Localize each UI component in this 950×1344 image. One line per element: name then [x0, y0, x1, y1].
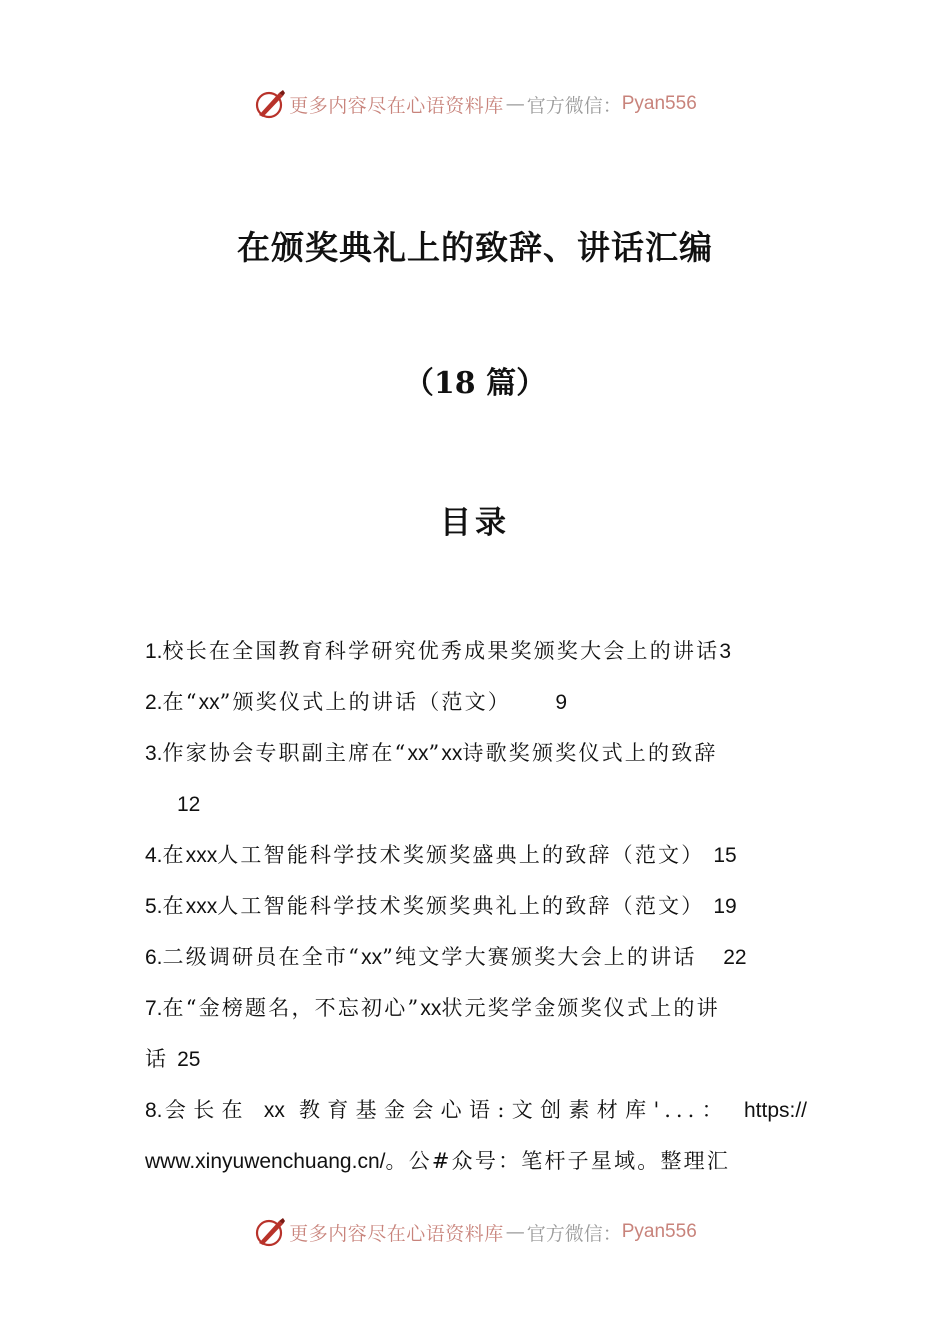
- table-of-contents: [145, 626, 807, 1187]
- toc-item-number: 7.: [145, 997, 163, 1020]
- toc-item-title: 作家协会专职副主席在“: [162, 741, 408, 765]
- toc-item-title: xxx: [185, 844, 218, 867]
- toc-item-title: 教育基金会心语:文创素材库'...：: [298, 1098, 730, 1122]
- toc-item-title: xx: [361, 946, 383, 969]
- toc-item-page: 3: [719, 640, 732, 663]
- toc-item-title: xx: [420, 997, 442, 1020]
- toc-item-title: ”: [428, 741, 442, 765]
- toc-item-number: 6.: [145, 946, 163, 969]
- banner-official-label: 官方微信：: [526, 94, 622, 117]
- toc-item-page: 9: [555, 691, 568, 714]
- toc-item-title: 二级调研员在全市“: [162, 945, 362, 969]
- toc-item-2[interactable]: [145, 677, 807, 728]
- toc-item-8[interactable]: [145, 1085, 807, 1136]
- toc-item-title: 在: [162, 843, 186, 867]
- banner-official-label: 官方微信：: [526, 1222, 622, 1245]
- toc-item-6[interactable]: [145, 932, 807, 983]
- banner-separator: —: [505, 93, 525, 115]
- toc-item-number: 5.: [145, 895, 163, 918]
- toc-item-url[interactable]: www.xinyuwenchuang.cn/: [145, 1150, 386, 1173]
- toc-item-title: 诗歌奖颁奖仪式上的致辞: [462, 741, 718, 765]
- header-watermark-banner: [0, 84, 950, 124]
- toc-item-title: 人工智能科学技术奖颁奖典礼上的致辞（范文）: [217, 894, 705, 918]
- toc-item-title: 人工智能科学技术奖颁奖盛典上的致辞（范文）: [217, 843, 705, 867]
- toc-item-page: 19: [713, 895, 737, 918]
- toc-item-number: 4.: [145, 844, 163, 867]
- toc-item-title: xx: [441, 742, 463, 765]
- toc-item-1[interactable]: [145, 626, 807, 677]
- toc-heading: 目录: [440, 505, 510, 541]
- toc-item-url[interactable]: https://: [743, 1099, 808, 1122]
- toc-item-8-continuation: [145, 1136, 807, 1187]
- toc-item-7-continuation: [145, 1034, 807, 1085]
- toc-item-7[interactable]: [145, 983, 807, 1034]
- toc-item-number: 3.: [145, 742, 163, 765]
- toc-item-title: 。公#众号：笔杆子星域。整理汇: [385, 1149, 731, 1173]
- toc-item-number: 8.: [145, 1099, 163, 1122]
- footer-watermark-banner: [0, 1212, 950, 1252]
- toc-item-title: xx: [198, 691, 220, 714]
- toc-item-page: 22: [723, 946, 747, 969]
- toc-item-title: 会长在: [162, 1098, 250, 1122]
- toc-item-4[interactable]: [145, 830, 807, 881]
- toc-item-number: 2.: [145, 691, 163, 714]
- toc-item-page: 12: [177, 793, 201, 816]
- pen-logo-icon: [253, 87, 287, 121]
- document-title: 在颁奖典礼上的致辞、讲话汇编: [237, 228, 713, 267]
- toc-item-page: 15: [713, 844, 737, 867]
- banner-wechat-id: Pyan556: [621, 93, 697, 114]
- toc-item-title: xxx: [185, 895, 218, 918]
- article-count: （18 篇）: [403, 366, 547, 401]
- toc-item-title: ”纯文学大赛颁奖大会上的讲话: [382, 945, 697, 969]
- toc-item-3[interactable]: [145, 728, 807, 779]
- toc-item-title: xx: [263, 1099, 285, 1122]
- toc-item-title: 在: [162, 894, 186, 918]
- toc-item-title: xx: [407, 742, 429, 765]
- toc-item-title: 话: [145, 1047, 169, 1071]
- pen-logo-icon: [253, 1215, 287, 1249]
- toc-item-number: 1.: [145, 640, 163, 663]
- banner-wechat-id: Pyan556: [621, 1221, 697, 1242]
- toc-item-3-page-line: [145, 779, 807, 830]
- toc-item-title: 在“金榜题名，不忘初心”: [162, 996, 421, 1020]
- toc-item-title: ”颁奖仪式上的讲话（范文）: [219, 690, 511, 714]
- toc-item-title: 校长在全国教育科学研究优秀成果奖颁奖大会上的讲话: [162, 639, 720, 663]
- banner-text: 更多内容尽在心语资料库: [289, 1222, 504, 1245]
- toc-item-title: 状元奖学金颁奖仪式上的讲: [441, 996, 720, 1020]
- banner-separator: —: [505, 1221, 525, 1243]
- banner-text: 更多内容尽在心语资料库: [289, 94, 504, 117]
- toc-item-page: 25: [177, 1048, 201, 1071]
- toc-item-title: 在“: [162, 690, 199, 714]
- toc-item-5[interactable]: [145, 881, 807, 932]
